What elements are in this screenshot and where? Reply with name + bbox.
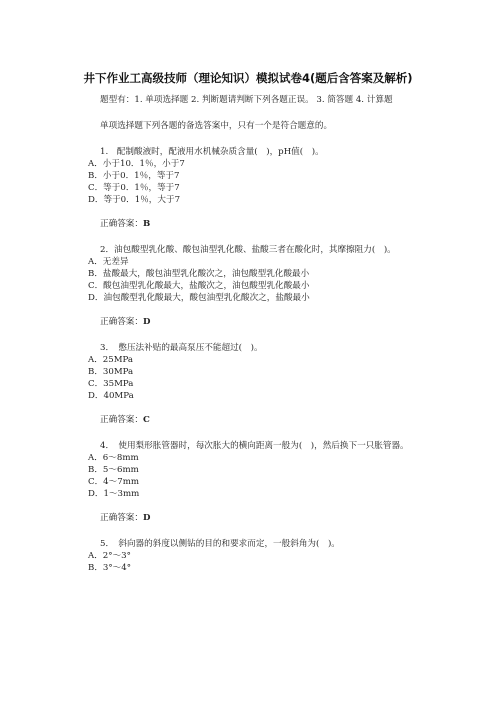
- option: D．油包酸型乳化酸最大，酸包油型乳化酸次之，盐酸最小: [88, 293, 310, 303]
- option: B．小于0．1％，等于7: [88, 171, 180, 181]
- option: A．25MPa: [88, 355, 134, 365]
- answer-value: C: [142, 415, 150, 425]
- question-stem: 2．油包酸型乳化酸、酸包油型乳化酸、盐酸三者在酸化时，其摩擦阻力( )。: [100, 245, 396, 255]
- option: B．3°～4°: [88, 563, 132, 573]
- question-stem: 3． 憋压法补贴的最高泵压不能超过( )。: [100, 343, 263, 353]
- answer-value: D: [142, 513, 151, 523]
- section-intro: 单项选择题下列各题的备选答案中，只有一个是符合题意的。: [100, 121, 333, 131]
- question-block: [88, 440, 432, 524]
- option: C．酸包油型乳化酸最大，盐酸次之，油包酸型乳化酸最小: [88, 281, 310, 291]
- option: D．40MPa: [88, 391, 134, 401]
- question-block: [88, 146, 432, 230]
- answer-line: [88, 414, 432, 426]
- option: B．30MPa: [88, 367, 134, 377]
- option: A．2°～3°: [88, 551, 131, 561]
- answer-value: B: [142, 219, 151, 229]
- question-block: [88, 244, 432, 328]
- option: B．5～6mm: [88, 465, 139, 475]
- question-stem: 4． 使用梨形胀管器时，每次胀大的横向距离一般为( )，然后换下一只胀管器。: [100, 441, 409, 451]
- option: C．等于0．1％，等于7: [88, 183, 180, 193]
- answer-line: [88, 512, 432, 524]
- answer-label: 正确答案：: [100, 415, 143, 425]
- question-stem: 1. 配制酸液时，配液用水机械杂质含量( )，pH值( )。: [100, 147, 324, 157]
- option: C．35MPa: [88, 379, 134, 389]
- option: B．盐酸最大，酸包油型乳化酸次之，油包酸型乳化酸最小: [88, 269, 310, 279]
- option: A．无差异: [88, 257, 129, 267]
- answer-line: [88, 316, 432, 328]
- question-block: [88, 538, 432, 574]
- answer-label: 正确答案：: [100, 513, 143, 523]
- option: D．1～3mm: [88, 489, 140, 499]
- answer-line: [88, 218, 432, 230]
- option: C．4～7mm: [88, 477, 139, 487]
- answer-value: D: [142, 317, 151, 327]
- answer-label: 正确答案：: [100, 317, 143, 327]
- option: A．6～8mm: [88, 453, 139, 463]
- question-block: [88, 342, 432, 426]
- option: A．小于10．1％，小于7: [88, 159, 185, 169]
- question-stem: 5． 斜向器的斜度以侧钻的目的和要求而定，一般斜角为( )。: [100, 539, 340, 549]
- option: D．等于0．1％，大于7: [88, 195, 181, 205]
- question-types-line: 题型有：1. 单项选择题 2. 判断题请判断下列各题正误。 3. 简答题 4. 计算题: [100, 95, 393, 105]
- document-body: [88, 94, 432, 574]
- document-title: 井下作业工高级技师（理论知识）模拟试卷4(题后含答案及解析): [83, 71, 413, 85]
- answer-label: 正确答案：: [100, 219, 143, 229]
